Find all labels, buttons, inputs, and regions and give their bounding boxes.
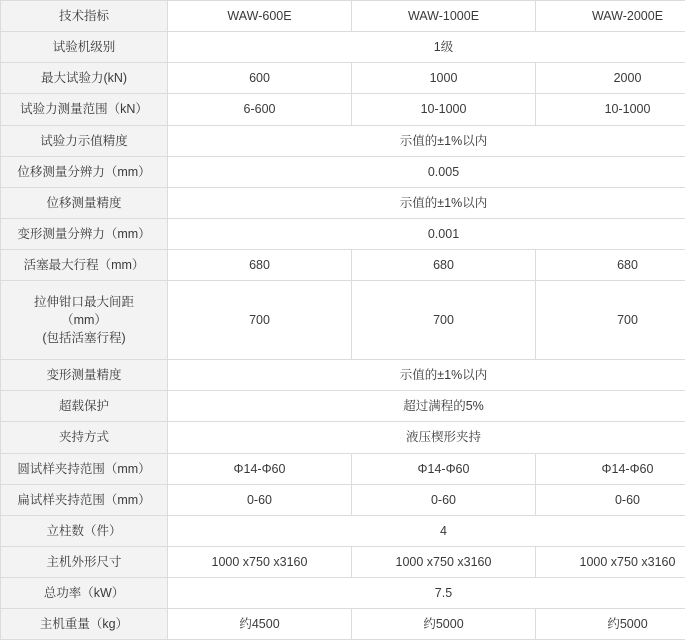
header-label-cell: 技术指标 bbox=[1, 1, 168, 32]
row-label: 总功率（kW） bbox=[1, 578, 168, 609]
row-value-cell: 600 bbox=[168, 63, 352, 94]
row-value-merged: 示值的±1%以内 bbox=[168, 125, 685, 156]
table-row bbox=[1, 125, 685, 156]
row-value-cell: Φ14-Φ60 bbox=[168, 453, 352, 484]
table-row bbox=[1, 94, 685, 125]
row-label bbox=[1, 281, 168, 360]
row-value-merged: 示值的±1%以内 bbox=[168, 187, 685, 218]
row-value-cell: 1000 x750 x3160 bbox=[536, 546, 685, 577]
row-value-cell: 0-60 bbox=[536, 484, 685, 515]
row-label-line: 拉伸钳口最大间距 bbox=[33, 294, 134, 309]
row-value-merged: 超过满程的5% bbox=[168, 391, 685, 422]
row-value-cell: 700 bbox=[168, 281, 352, 360]
row-label: 主机重量（kg） bbox=[1, 609, 168, 640]
row-label-line: （mm） bbox=[61, 313, 107, 328]
row-value-cell: 约5000 bbox=[536, 609, 685, 640]
table-row bbox=[1, 609, 685, 640]
header-column-waw-600e: WAW-600E bbox=[168, 1, 352, 32]
table-header-row bbox=[1, 1, 685, 32]
table-row bbox=[1, 422, 685, 453]
table-row bbox=[1, 156, 685, 187]
row-value-cell: 0-60 bbox=[352, 484, 536, 515]
row-label: 变形测量精度 bbox=[1, 360, 168, 391]
row-label: 试验机级别 bbox=[1, 32, 168, 63]
table-row bbox=[1, 187, 685, 218]
table-row bbox=[1, 391, 685, 422]
row-label: 主机外形尺寸 bbox=[1, 546, 168, 577]
row-value-merged: 液压楔形夹持 bbox=[168, 422, 685, 453]
row-label: 最大试验力(kN) bbox=[1, 63, 168, 94]
row-label: 立柱数（件） bbox=[1, 515, 168, 546]
table-row bbox=[1, 32, 685, 63]
row-value-cell: 700 bbox=[536, 281, 685, 360]
row-value-cell: 680 bbox=[536, 250, 685, 281]
row-label: 变形测量分辨力（mm） bbox=[1, 218, 168, 249]
table-row bbox=[1, 484, 685, 515]
table-row bbox=[1, 515, 685, 546]
table-row bbox=[1, 360, 685, 391]
row-value-merged: 4 bbox=[168, 515, 685, 546]
row-value-cell: 1000 x750 x3160 bbox=[168, 546, 352, 577]
row-label: 圆试样夹持范围（mm） bbox=[1, 453, 168, 484]
row-value-cell: 约5000 bbox=[352, 609, 536, 640]
row-value-cell: 10-1000 bbox=[536, 94, 685, 125]
row-value-cell: 700 bbox=[352, 281, 536, 360]
row-value-cell: 10-1000 bbox=[352, 94, 536, 125]
row-value-cell: 680 bbox=[168, 250, 352, 281]
row-value-cell: 约4500 bbox=[168, 609, 352, 640]
row-value-cell: 2000 bbox=[536, 63, 685, 94]
row-value-cell: 6-600 bbox=[168, 94, 352, 125]
table-row bbox=[1, 281, 685, 360]
row-label: 夹持方式 bbox=[1, 422, 168, 453]
table-row bbox=[1, 546, 685, 577]
row-label-line: (包括活塞行程) bbox=[42, 331, 126, 346]
row-label: 活塞最大行程（mm） bbox=[1, 250, 168, 281]
table-row bbox=[1, 578, 685, 609]
row-label: 试验力测量范围（kN） bbox=[1, 94, 168, 125]
table-row bbox=[1, 250, 685, 281]
row-value-merged: 示值的±1%以内 bbox=[168, 360, 685, 391]
row-label: 试验力示值精度 bbox=[1, 125, 168, 156]
row-label: 位移测量分辨力（mm） bbox=[1, 156, 168, 187]
row-value-cell: 680 bbox=[352, 250, 536, 281]
row-value-cell: 1000 x750 x3160 bbox=[352, 546, 536, 577]
row-value-merged: 1级 bbox=[168, 32, 685, 63]
row-value-merged: 0.001 bbox=[168, 218, 685, 249]
table-row bbox=[1, 63, 685, 94]
header-column-waw-1000e: WAW-1000E bbox=[352, 1, 536, 32]
row-label: 扁试样夹持范围（mm） bbox=[1, 484, 168, 515]
row-label: 位移测量精度 bbox=[1, 187, 168, 218]
header-column-waw-2000e: WAW-2000E bbox=[536, 1, 685, 32]
row-value-cell: 0-60 bbox=[168, 484, 352, 515]
row-value-merged: 0.005 bbox=[168, 156, 685, 187]
row-value-cell: Φ14-Φ60 bbox=[536, 453, 685, 484]
table-row bbox=[1, 453, 685, 484]
table-row bbox=[1, 218, 685, 249]
row-label: 超载保护 bbox=[1, 391, 168, 422]
table-body bbox=[1, 1, 685, 640]
row-value-cell: Φ14-Φ60 bbox=[352, 453, 536, 484]
row-value-cell: 1000 bbox=[352, 63, 536, 94]
row-value-merged: 7.5 bbox=[168, 578, 685, 609]
